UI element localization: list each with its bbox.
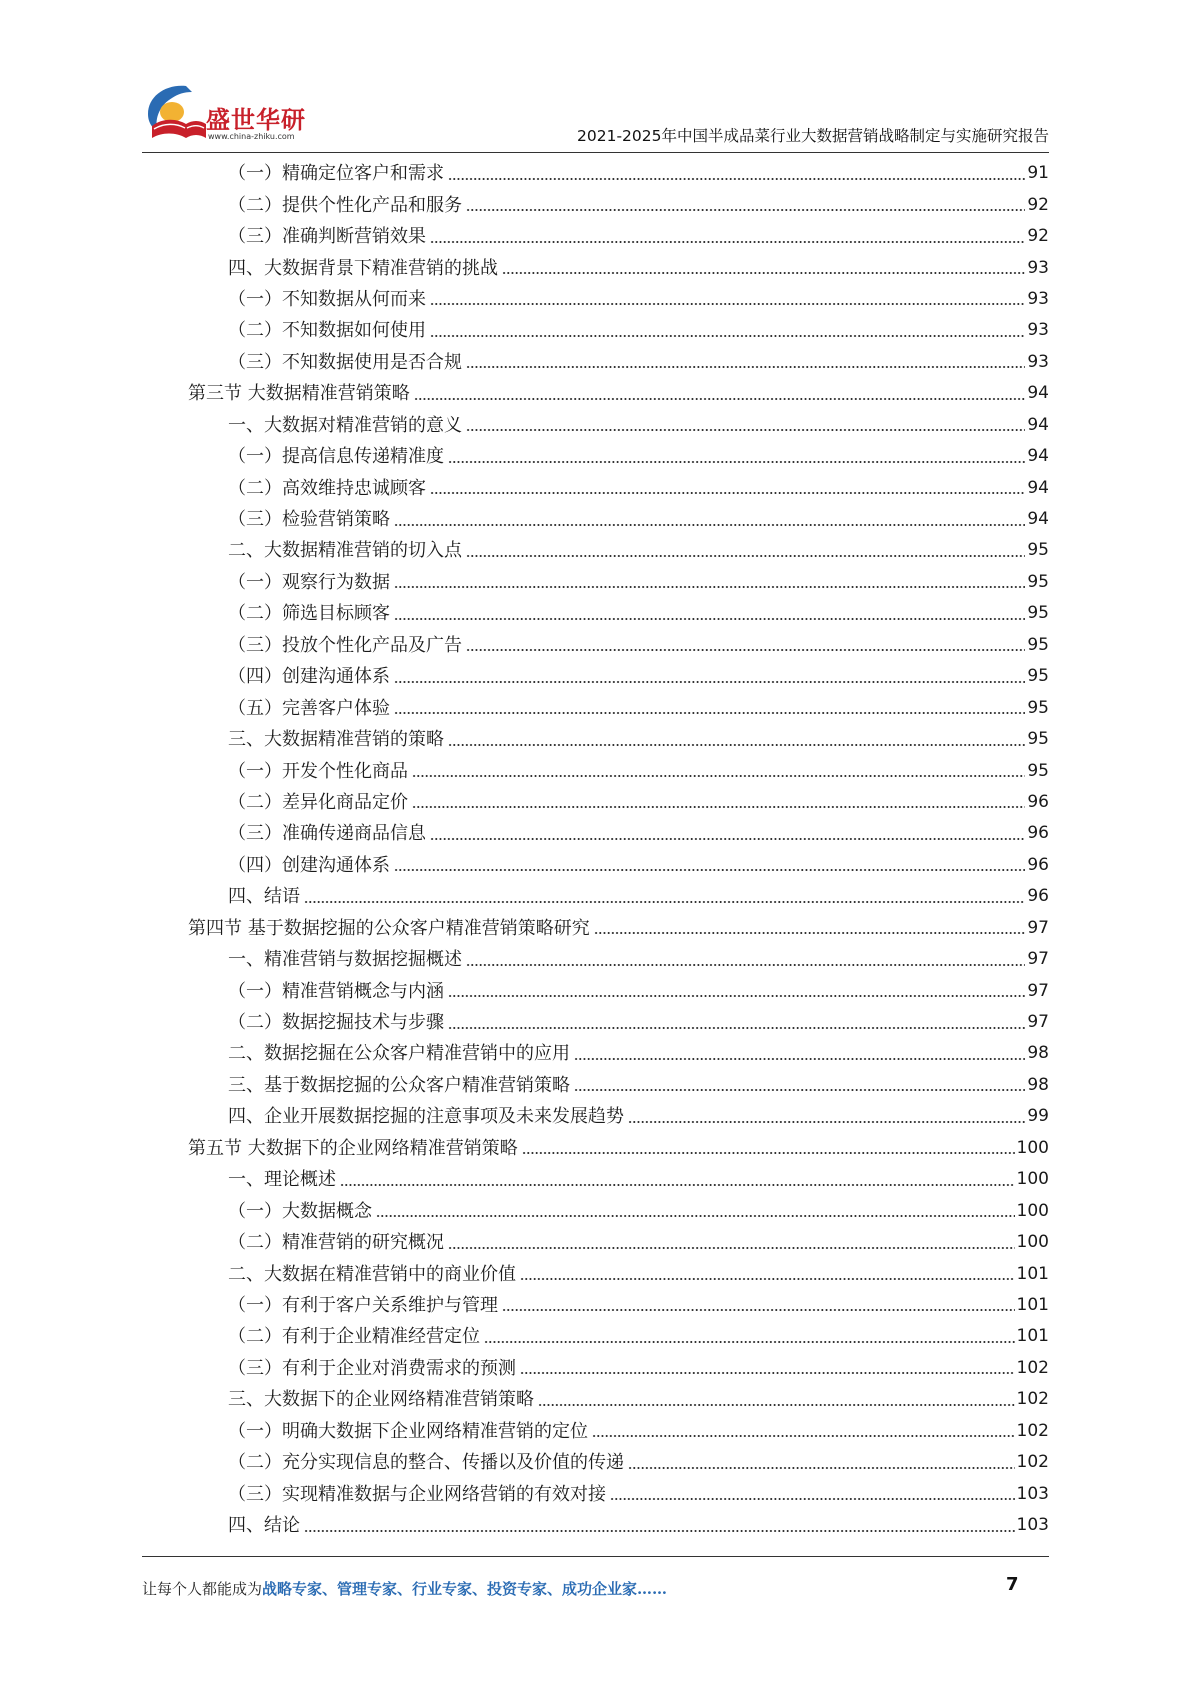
toc-entry-lead bbox=[228, 567, 1027, 598]
toc-entry[interactable] bbox=[0, 1321, 1191, 1352]
toc-entry-lead bbox=[228, 1447, 1017, 1478]
toc-entry-page: 96 bbox=[1027, 854, 1049, 875]
toc-entry-page: 95 bbox=[1027, 540, 1049, 561]
toc-entry-page: 95 bbox=[1027, 634, 1049, 655]
toc-entry-page: 101 bbox=[1016, 1294, 1049, 1315]
toc-entry-lead bbox=[228, 158, 1027, 189]
toc-entry-lead bbox=[228, 1070, 1027, 1101]
toc-entry[interactable] bbox=[0, 1133, 1191, 1164]
toc-dot-leader bbox=[628, 1456, 1015, 1470]
toc-dot-leader bbox=[466, 355, 1025, 369]
toc-entry-page: 99 bbox=[1027, 1106, 1049, 1127]
toc-entry[interactable] bbox=[0, 1164, 1191, 1195]
toc-entry[interactable] bbox=[0, 567, 1191, 598]
toc-entry-lead bbox=[228, 190, 1027, 221]
toc-dot-leader bbox=[448, 167, 1025, 181]
toc-dot-leader bbox=[466, 198, 1025, 212]
toc-dot-leader bbox=[538, 1393, 1015, 1407]
page-number: 7 bbox=[1006, 1574, 1019, 1595]
toc-entry-label: 一、大数据对精准营销的意义 bbox=[228, 414, 462, 436]
toc-entry[interactable] bbox=[0, 598, 1191, 629]
toc-entry[interactable] bbox=[0, 504, 1191, 535]
toc-entry-label: 二、大数据在精准营销中的商业价值 bbox=[228, 1263, 516, 1285]
toc-dot-leader bbox=[448, 984, 1025, 998]
toc-entry-lead bbox=[228, 1259, 1017, 1290]
toc-entry-label: （一）有利于客户关系维护与管理 bbox=[228, 1294, 498, 1316]
toc-dot-leader bbox=[376, 1204, 1015, 1218]
toc-dot-leader bbox=[484, 1330, 1015, 1344]
toc-dot-leader bbox=[574, 1078, 1025, 1092]
toc-entry-label: 第五节 大数据下的企业网络精准营销策略 bbox=[188, 1137, 518, 1159]
toc-entry[interactable] bbox=[0, 755, 1191, 786]
toc-entry-lead bbox=[228, 1007, 1027, 1038]
toc-entry-label: （三）不知数据使用是否合规 bbox=[228, 351, 462, 373]
toc-entry[interactable] bbox=[0, 944, 1191, 975]
toc-entry-lead bbox=[228, 504, 1027, 535]
toc-dot-leader bbox=[448, 733, 1025, 747]
toc-entry[interactable] bbox=[0, 189, 1191, 220]
toc-entry-label: （一）大数据概念 bbox=[228, 1200, 372, 1222]
toc-dot-leader bbox=[502, 261, 1025, 275]
toc-entry-page: 96 bbox=[1027, 823, 1049, 844]
toc-entry-page: 95 bbox=[1027, 697, 1049, 718]
toc-entry-page: 94 bbox=[1027, 509, 1049, 530]
toc-dot-leader bbox=[522, 1141, 1015, 1155]
logo-emblem-icon bbox=[142, 82, 208, 144]
toc-entry[interactable] bbox=[0, 1353, 1191, 1384]
toc-dot-leader bbox=[304, 890, 1025, 904]
toc-entry-label: （二）差异化商品定价 bbox=[228, 791, 408, 813]
toc-entry[interactable] bbox=[0, 347, 1191, 378]
toc-entry-page: 94 bbox=[1027, 477, 1049, 498]
toc-entry-page: 92 bbox=[1027, 226, 1049, 247]
toc-dot-leader bbox=[448, 1236, 1015, 1250]
toc-entry-label: （二）高效维持忠诚顾客 bbox=[228, 477, 426, 499]
toc-entry-label: （一）精准营销概念与内涵 bbox=[228, 980, 444, 1002]
toc-entry-label: 二、数据挖掘在公众客户精准营销中的应用 bbox=[228, 1043, 570, 1065]
toc-dot-leader bbox=[430, 230, 1025, 244]
toc-entry-lead bbox=[228, 284, 1027, 315]
toc-entry[interactable] bbox=[0, 378, 1191, 409]
toc-entry-page: 101 bbox=[1016, 1263, 1049, 1284]
toc-entry-label: （三）准确传递商品信息 bbox=[228, 823, 426, 845]
toc-entry-lead bbox=[228, 410, 1027, 441]
footer-divider bbox=[142, 1556, 1049, 1557]
toc-dot-leader bbox=[394, 575, 1025, 589]
toc-dot-leader bbox=[430, 481, 1025, 495]
toc-entry-lead bbox=[228, 221, 1027, 252]
toc-entry-lead bbox=[228, 1101, 1027, 1132]
toc-entry-lead bbox=[228, 598, 1027, 629]
toc-entry-page: 98 bbox=[1027, 1074, 1049, 1095]
toc-entry-lead bbox=[228, 1510, 1017, 1541]
toc-entry-lead bbox=[228, 756, 1027, 787]
toc-entry-page: 92 bbox=[1027, 194, 1049, 215]
toc-entry-label: （一）开发个性化商品 bbox=[228, 760, 408, 782]
toc-entry-lead bbox=[228, 1353, 1017, 1384]
toc-entry-page: 102 bbox=[1016, 1452, 1049, 1473]
toc-entry-page: 97 bbox=[1027, 1012, 1049, 1033]
toc-entry-label: （四）创建沟通体系 bbox=[228, 854, 390, 876]
toc-entry-lead bbox=[228, 347, 1027, 378]
toc-entry[interactable] bbox=[0, 221, 1191, 252]
toc-entry-page: 96 bbox=[1027, 886, 1049, 907]
toc-entry-label: 第四节 基于数据挖掘的公众客户精准营销策略研究 bbox=[188, 917, 590, 939]
toc-entry[interactable] bbox=[0, 1447, 1191, 1478]
toc-entry-page: 95 bbox=[1027, 571, 1049, 592]
toc-entry-label: 四、结语 bbox=[228, 886, 300, 908]
toc-dot-leader bbox=[414, 387, 1026, 401]
toc-entry-label: （二）筛选目标顾客 bbox=[228, 603, 390, 625]
toc-dot-leader bbox=[430, 292, 1025, 306]
toc-entry-label: （三）检验营销策略 bbox=[228, 509, 390, 531]
toc-entry-label: 一、精准营销与数据挖掘概述 bbox=[228, 949, 462, 971]
toc-entry[interactable] bbox=[0, 1510, 1191, 1541]
toc-entry-page: 93 bbox=[1027, 257, 1049, 278]
toc-entry-page: 97 bbox=[1027, 949, 1049, 970]
toc-entry[interactable] bbox=[0, 913, 1191, 944]
page-header bbox=[142, 78, 1049, 152]
slogan-highlight: 战略专家、管理专家、行业专家、投资专家、成功企业家…… bbox=[262, 1580, 668, 1598]
report-title: 2021-2025年中国半成品菜行业大数据营销战略制定与实施研究报告 bbox=[577, 127, 1049, 145]
toc-entry-page: 97 bbox=[1027, 980, 1049, 1001]
header-divider bbox=[142, 152, 1049, 153]
toc-entry-label: 四、大数据背景下精准营销的挑战 bbox=[228, 257, 498, 279]
toc-entry-page: 100 bbox=[1016, 1232, 1049, 1253]
toc-entry[interactable] bbox=[0, 1258, 1191, 1289]
toc-entry-lead bbox=[228, 1164, 1017, 1195]
toc-entry[interactable] bbox=[0, 1227, 1191, 1258]
toc-dot-leader bbox=[466, 418, 1025, 432]
toc-entry-lead bbox=[228, 1038, 1027, 1069]
toc-entry-page: 101 bbox=[1016, 1326, 1049, 1347]
toc-entry-page: 95 bbox=[1027, 729, 1049, 750]
toc-entry[interactable] bbox=[0, 1478, 1191, 1509]
toc-entry-lead bbox=[228, 253, 1027, 284]
toc-entry-label: 一、理论概述 bbox=[228, 1169, 336, 1191]
toc-entry-lead bbox=[228, 787, 1027, 818]
toc-entry-label: 三、大数据下的企业网络精准营销策略 bbox=[228, 1389, 534, 1411]
toc-entry-lead bbox=[228, 1196, 1017, 1227]
toc-entry-lead bbox=[228, 944, 1027, 975]
toc-entry-lead bbox=[188, 913, 1027, 944]
toc-entry-label: （二）提供个性化产品和服务 bbox=[228, 194, 462, 216]
toc-entry[interactable] bbox=[0, 1290, 1191, 1321]
toc-entry-lead bbox=[228, 818, 1027, 849]
toc-entry-lead bbox=[228, 630, 1027, 661]
toc-entry-page: 94 bbox=[1027, 414, 1049, 435]
toc-entry-label: 三、基于数据挖掘的公众客户精准营销策略 bbox=[228, 1074, 570, 1096]
toc-entry[interactable] bbox=[0, 535, 1191, 566]
toc-dot-leader bbox=[466, 638, 1025, 652]
toc-entry[interactable] bbox=[0, 787, 1191, 818]
slogan-prefix: 让每个人都能成为 bbox=[142, 1580, 263, 1598]
toc-entry-page: 93 bbox=[1027, 351, 1049, 372]
toc-dot-leader bbox=[394, 607, 1025, 621]
toc-dot-leader bbox=[394, 513, 1025, 527]
toc-entry[interactable] bbox=[0, 284, 1191, 315]
toc-dot-leader bbox=[574, 1047, 1025, 1061]
toc-entry-label: （三）准确判断营销效果 bbox=[228, 226, 426, 248]
toc-entry-label: （五）完善客户体验 bbox=[228, 697, 390, 719]
toc-entry-page: 94 bbox=[1027, 446, 1049, 467]
toc-entry[interactable] bbox=[0, 410, 1191, 441]
toc-dot-leader bbox=[412, 764, 1025, 778]
toc-entry[interactable] bbox=[0, 724, 1191, 755]
table-of-contents bbox=[0, 158, 1191, 1541]
toc-entry-label: （二）不知数据如何使用 bbox=[228, 320, 426, 342]
toc-entry[interactable] bbox=[0, 1195, 1191, 1226]
toc-entry[interactable] bbox=[0, 881, 1191, 912]
toc-dot-leader bbox=[610, 1487, 1015, 1501]
toc-entry-lead bbox=[228, 441, 1027, 472]
toc-entry-label: （一）提高信息传递精准度 bbox=[228, 446, 444, 468]
logo-url: www.china-zhiku.com bbox=[208, 132, 295, 141]
toc-entry[interactable] bbox=[0, 661, 1191, 692]
toc-entry-label: （一）精确定位客户和需求 bbox=[228, 163, 444, 185]
toc-entry-lead bbox=[228, 881, 1027, 912]
toc-entry-lead bbox=[228, 1384, 1017, 1415]
toc-entry[interactable] bbox=[0, 472, 1191, 503]
toc-entry-page: 97 bbox=[1027, 917, 1049, 938]
toc-entry-page: 93 bbox=[1027, 320, 1049, 341]
toc-entry-page: 95 bbox=[1027, 603, 1049, 624]
toc-entry[interactable] bbox=[0, 1384, 1191, 1415]
toc-entry-label: 四、企业开展数据挖掘的注意事项及未来发展趋势 bbox=[228, 1106, 624, 1128]
toc-dot-leader bbox=[466, 953, 1025, 967]
toc-dot-leader bbox=[430, 827, 1025, 841]
toc-dot-leader bbox=[466, 544, 1025, 558]
toc-entry-label: （一）不知数据从何而来 bbox=[228, 288, 426, 310]
toc-dot-leader bbox=[412, 795, 1025, 809]
toc-entry-page: 100 bbox=[1016, 1169, 1049, 1190]
toc-dot-leader bbox=[594, 921, 1026, 935]
toc-entry[interactable] bbox=[0, 1007, 1191, 1038]
toc-entry-label: （二）充分实现信息的整合、传播以及价值的传递 bbox=[228, 1452, 624, 1474]
toc-entry[interactable] bbox=[0, 252, 1191, 283]
toc-entry-page: 95 bbox=[1027, 666, 1049, 687]
toc-entry-label: （二）有利于企业精准经营定位 bbox=[228, 1326, 480, 1348]
toc-entry-label: 第三节 大数据精准营销策略 bbox=[188, 383, 410, 405]
toc-entry-lead bbox=[228, 535, 1027, 566]
toc-entry-label: （四）创建沟通体系 bbox=[228, 666, 390, 688]
toc-entry-lead bbox=[228, 1290, 1017, 1321]
toc-entry[interactable] bbox=[0, 692, 1191, 723]
toc-entry-lead bbox=[228, 1479, 1017, 1510]
toc-entry-page: 95 bbox=[1027, 760, 1049, 781]
toc-entry-label: （三）投放个性化产品及广告 bbox=[228, 634, 462, 656]
toc-entry-label: 二、大数据精准营销的切入点 bbox=[228, 540, 462, 562]
toc-entry[interactable] bbox=[0, 1101, 1191, 1132]
company-logo bbox=[142, 78, 312, 148]
toc-entry[interactable] bbox=[0, 975, 1191, 1006]
toc-dot-leader bbox=[304, 1519, 1015, 1533]
toc-entry-lead bbox=[228, 315, 1027, 346]
toc-entry-lead bbox=[228, 1227, 1017, 1258]
toc-entry[interactable] bbox=[0, 1416, 1191, 1447]
toc-entry-page: 102 bbox=[1016, 1420, 1049, 1441]
toc-entry-page: 93 bbox=[1027, 288, 1049, 309]
logo-name: 盛世华研 bbox=[206, 106, 306, 134]
toc-dot-leader bbox=[502, 1298, 1015, 1312]
toc-entry-page: 98 bbox=[1027, 1043, 1049, 1064]
toc-dot-leader bbox=[520, 1267, 1015, 1281]
toc-entry-page: 94 bbox=[1027, 383, 1049, 404]
toc-entry[interactable] bbox=[0, 1070, 1191, 1101]
toc-entry-label: （一）观察行为数据 bbox=[228, 571, 390, 593]
toc-entry[interactable] bbox=[0, 850, 1191, 881]
toc-entry-page: 102 bbox=[1016, 1357, 1049, 1378]
toc-entry-label: （三）实现精准数据与企业网络营销的有效对接 bbox=[228, 1483, 606, 1505]
toc-entry-lead bbox=[228, 473, 1027, 504]
toc-entry-page: 91 bbox=[1027, 163, 1049, 184]
toc-entry-lead bbox=[228, 1416, 1017, 1447]
toc-dot-leader bbox=[394, 858, 1025, 872]
toc-entry-lead bbox=[228, 661, 1027, 692]
toc-entry-page: 96 bbox=[1027, 791, 1049, 812]
toc-entry-label: （一）明确大数据下企业网络精准营销的定位 bbox=[228, 1420, 588, 1442]
toc-entry-lead bbox=[188, 378, 1027, 409]
toc-entry-lead bbox=[228, 724, 1027, 755]
toc-entry-page: 103 bbox=[1016, 1483, 1049, 1504]
toc-entry[interactable] bbox=[0, 630, 1191, 661]
toc-entry-page: 100 bbox=[1016, 1200, 1049, 1221]
toc-entry-lead bbox=[188, 1133, 1017, 1164]
toc-dot-leader bbox=[520, 1361, 1015, 1375]
toc-dot-leader bbox=[448, 450, 1025, 464]
toc-entry-label: （二）数据挖掘技术与步骤 bbox=[228, 1012, 444, 1034]
toc-entry-label: （二）精准营销的研究概况 bbox=[228, 1232, 444, 1254]
toc-dot-leader bbox=[430, 324, 1025, 338]
toc-dot-leader bbox=[394, 670, 1025, 684]
toc-entry[interactable] bbox=[0, 315, 1191, 346]
toc-dot-leader bbox=[340, 1173, 1015, 1187]
toc-entry-label: 四、结论 bbox=[228, 1515, 300, 1537]
toc-entry[interactable] bbox=[0, 1038, 1191, 1069]
footer-slogan bbox=[142, 1578, 667, 1599]
toc-entry[interactable] bbox=[0, 818, 1191, 849]
toc-entry-label: 三、大数据精准营销的策略 bbox=[228, 729, 444, 751]
toc-entry[interactable] bbox=[0, 441, 1191, 472]
toc-entry-lead bbox=[228, 850, 1027, 881]
toc-entry-lead bbox=[228, 976, 1027, 1007]
toc-entry-lead bbox=[228, 1321, 1017, 1352]
toc-entry-page: 100 bbox=[1016, 1137, 1049, 1158]
toc-entry-lead bbox=[228, 693, 1027, 724]
toc-entry[interactable] bbox=[0, 158, 1191, 189]
toc-entry-label: （三）有利于企业对消费需求的预测 bbox=[228, 1357, 516, 1379]
toc-dot-leader bbox=[592, 1424, 1015, 1438]
toc-dot-leader bbox=[394, 701, 1025, 715]
toc-entry-page: 103 bbox=[1016, 1515, 1049, 1536]
toc-entry-page: 102 bbox=[1016, 1389, 1049, 1410]
toc-dot-leader bbox=[628, 1110, 1025, 1124]
toc-dot-leader bbox=[448, 1016, 1025, 1030]
